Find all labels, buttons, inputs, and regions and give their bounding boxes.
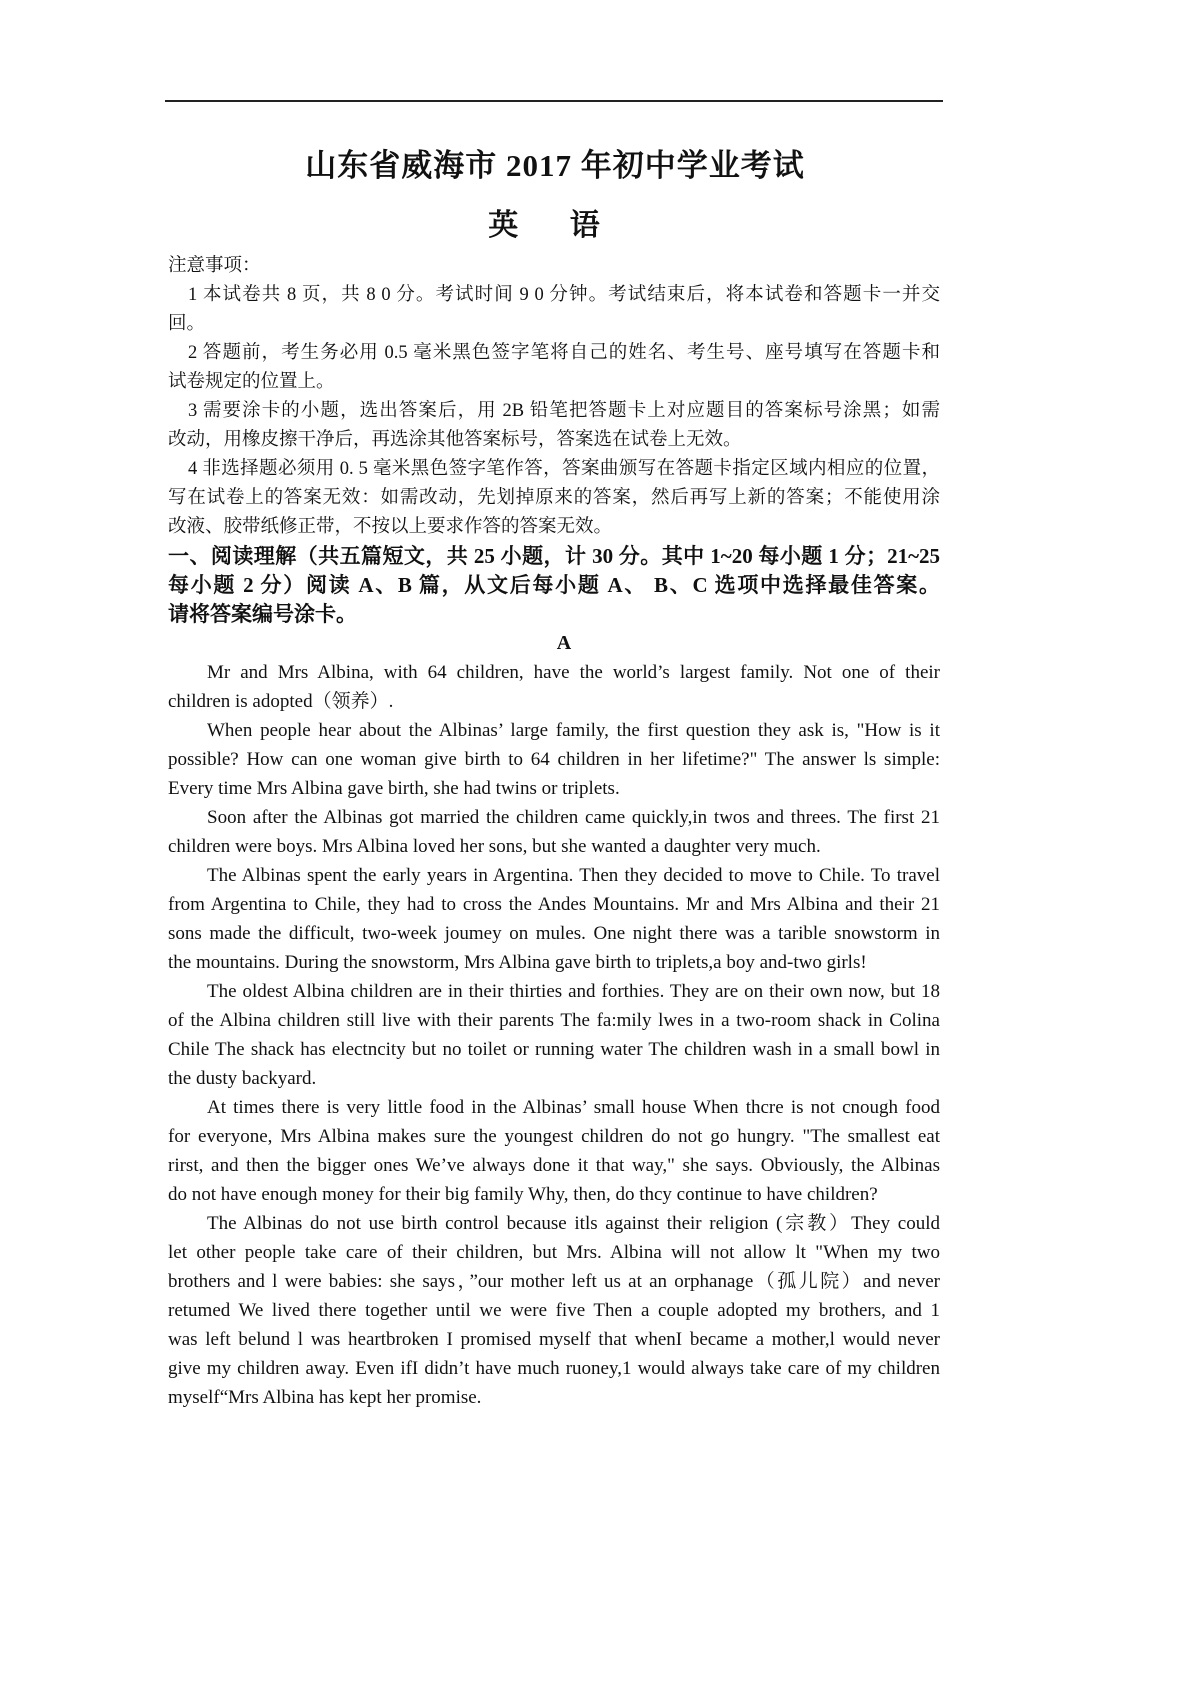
exam-notes (168, 252, 940, 542)
passage-line: The Albinas spent the early years in Argentina. Then they decided to move to Chile. To travel (207, 865, 940, 886)
paragraph (168, 1093, 940, 1209)
note-line: 试卷规定的位置上。 (168, 372, 335, 392)
note-line: 回。 (168, 314, 206, 334)
note-line: 2 答题前，考生务必用 0.5 毫米黑色签字笔将自己的姓名、考生号、座号填写在答题卡和 (188, 343, 940, 363)
passage-line: At times there is very little food in the Albinas’ small house When thcre is not cnough food (207, 1097, 940, 1118)
passage-line: sons made the difficult, two-week joumey on mules. One night there was a tarible snowstorm in (168, 923, 940, 944)
passage-line: myself“Mrs Albina has kept her promise. (168, 1387, 482, 1408)
paragraph (168, 1209, 940, 1412)
passage-label: A (556, 632, 572, 654)
heading-line: 一、阅读理解（共五篇短文，共 25 小题，计 30 分。其中 1~20 每小题 1 分；21~25 (168, 544, 940, 568)
note-line: 改动，用橡皮擦干净后，再选涂其他答案标号，答案选在试卷上无效。 (168, 430, 742, 450)
passage-line: give my children away. Even ifI didn’t have much ruoney,1 would always take care of my children (168, 1358, 940, 1379)
passage-line: the mountains. During the snowstorm, Mrs Albina gave birth to triplets,a boy and-two girls! (168, 952, 867, 973)
passage-line: was left belund l was heartbroken I promised myself that whenI became a mother,l would never (168, 1329, 940, 1350)
exam-title: 山东省威海市 2017 年初中学业考试 (305, 148, 805, 183)
passage-a (168, 658, 940, 1412)
heading-line: 每小题 2 分）阅读 A、B 篇，从文后每小题 A、 B、C 选项中选择最佳答案。 (168, 573, 940, 597)
passage-line: The oldest Albina children are in their thirties and forthies. They are on their own now, but 18 (207, 981, 940, 1002)
passage-line: Chile The shack has electncity but no toilet or running water The children wash in a small bowl in (168, 1039, 940, 1060)
passage-line: for everyone, Mrs Albina makes sure the youngest children do not go hungry. "The smallest eat (168, 1126, 940, 1147)
passage-line: brothers and l were babies: she says，”our mother left us at an orphanage（孤儿院）and never (168, 1271, 940, 1292)
passage-line: When people hear about the Albinas’ large family, the first question they ask is, "How is it (207, 720, 940, 741)
passage-line: rirst, and then the bigger ones We’ve always done it that way," she says. Obviously, the Albinas (168, 1155, 940, 1176)
note-line: 改液、胶带纸修正带，不按以上要求作答的答案无效。 (168, 517, 613, 537)
document-body (168, 252, 940, 1412)
passage-line: do not have enough money for their big family Why, then, do thcy continue to have children? (168, 1184, 878, 1205)
note-line: 3 需要涂卡的小题，选出答案后，用 2B 铅笔把答题卡上对应题目的答案标号涂黑；如需 (188, 401, 940, 421)
paragraph (168, 716, 940, 803)
passage-line: The Albinas do not use birth control because itls against their religion (宗教）They could (207, 1213, 940, 1234)
paragraph (168, 803, 940, 861)
passage-line: children were boys. Mrs Albina loved her sons, but she wanted a daughter very much. (168, 836, 821, 857)
passage-line: Every time Mrs Albina gave birth, she had twins or triplets. (168, 778, 620, 799)
heading-line: 请将答案编号涂卡。 (168, 602, 357, 626)
paragraph (168, 861, 940, 977)
passage-line: from Argentina to Chile, they had to cross the Andes Mountains. Mr and Mrs Albina and their 21 (168, 894, 940, 915)
exam-subject: 英 语 (488, 209, 622, 242)
passage-line: retumed We lived there together until we were five Then a couple adopted my brothers, and 1 (168, 1300, 940, 1321)
passage-line: the dusty backyard. (168, 1068, 317, 1089)
passage-line: of the Albina children still live with their parents The fa:mily lwes in a two-room shack in Colina (168, 1010, 940, 1031)
passage-line: Soon after the Albinas got married the children came quickly,in twos and threes. The first 21 (207, 807, 940, 828)
passage-line: possible? How can one woman give birth to 64 children in her lifetime?" The answer ls simple: (168, 749, 940, 770)
paragraph (168, 977, 940, 1093)
note-line: 注意事项： (168, 256, 261, 276)
note-line: 写在试卷上的答案无效：如需改动，先划掉原来的答案，然后再写上新的答案；不能使用涂 (168, 488, 940, 508)
note-line: 4 非选择题必须用 0. 5 毫米黑色签字笔作答，答案曲颁写在答题卡指定区域内相应的位置， (188, 459, 940, 479)
passage-line: Mr and Mrs Albina, with 64 children, have the world’s largest family. Not one of their (207, 662, 940, 683)
note-line: 1 本试卷共 8 页，共 8 0 分。考试时间 9 0 分钟。考试结束后，将本试卷和答题卡一并交 (188, 285, 940, 305)
passage-line: children is adopted（领养）. (168, 691, 394, 712)
section-heading (168, 542, 940, 629)
header-rule (165, 100, 943, 102)
paragraph (168, 658, 940, 716)
passage-line: let other people take care of their children, but Mrs. Albina will not allow lt "When my two (168, 1242, 940, 1263)
